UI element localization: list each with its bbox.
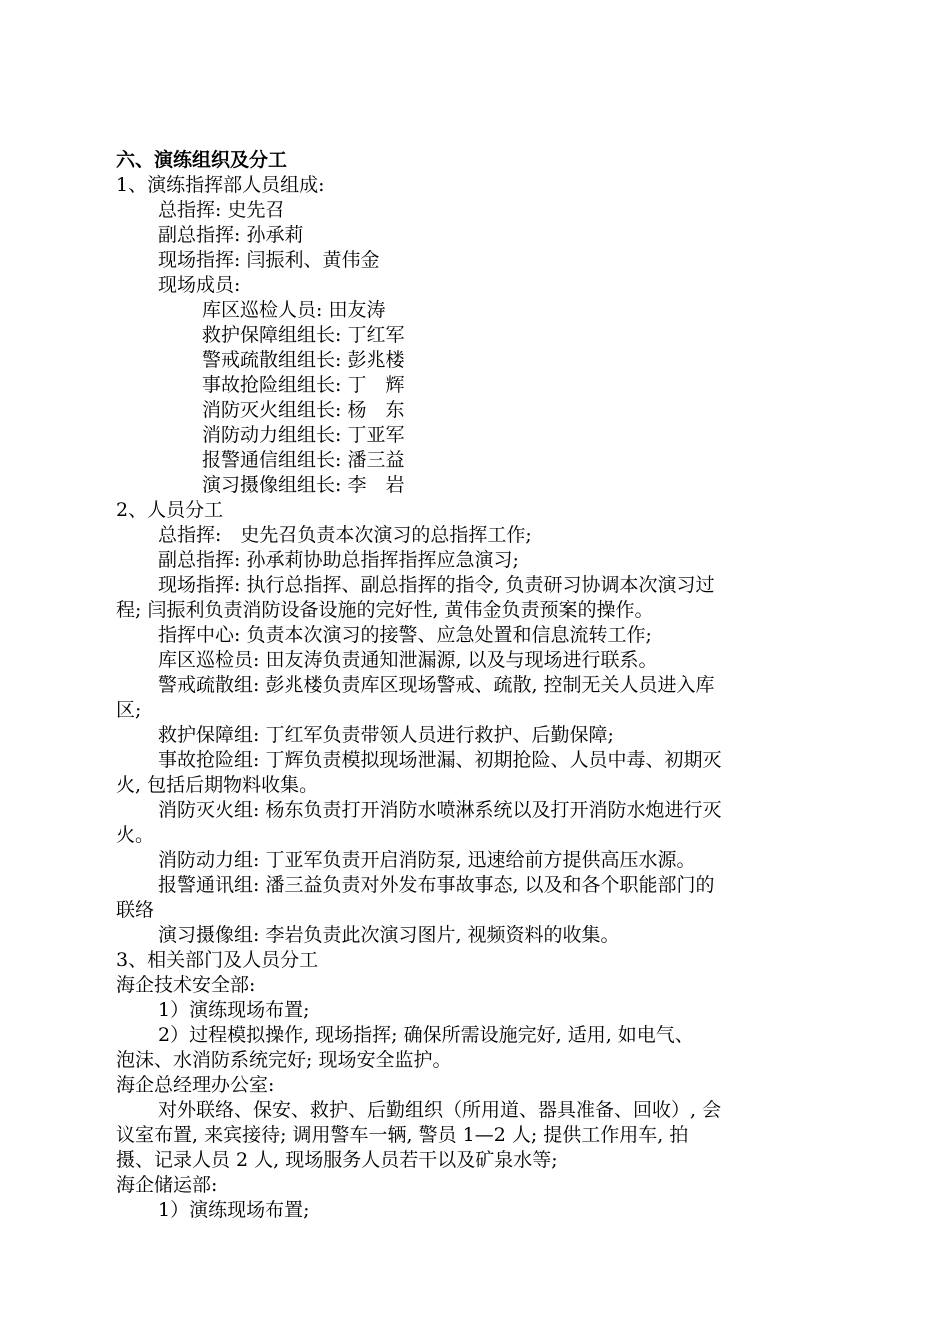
text-line: 指挥中心: 负责本次演习的接警、应急处置和信息流转工作; bbox=[158, 624, 652, 646]
text-line: 区; bbox=[116, 699, 142, 721]
text-line: 现场成员: bbox=[158, 274, 241, 296]
section-heading: 六、演练组织及分工 bbox=[116, 149, 288, 171]
text-line: 警戒疏散组组长: 彭兆楼 bbox=[202, 349, 405, 371]
subsection-heading: 1、演练指挥部人员组成: bbox=[116, 174, 325, 196]
department-heading: 海企储运部: bbox=[116, 1174, 218, 1196]
text-line: 1）演练现场布置; bbox=[158, 1199, 310, 1221]
text-line: 总指挥: 史先召负责本次演习的总指挥工作; bbox=[158, 524, 532, 546]
text-line: 火。 bbox=[116, 824, 155, 846]
text-line: 现场指挥: 执行总指挥、副总指挥的指令, 负责研习协调本次演习过 bbox=[158, 574, 715, 596]
text-line: 报警通信组组长: 潘三益 bbox=[202, 449, 405, 471]
text-line: 事故抢险组组长: 丁 辉 bbox=[202, 374, 405, 396]
text-line: 现场指挥: 闫振利、黄伟金 bbox=[158, 249, 380, 271]
document-body bbox=[116, 148, 836, 1223]
text-line: 库区巡检人员: 田友涛 bbox=[202, 299, 386, 321]
text-line: 2）过程模拟操作, 现场指挥; 确保所需设施完好, 适用, 如电气、 bbox=[158, 1024, 694, 1046]
text-line: 消防动力组组长: 丁亚军 bbox=[202, 424, 405, 446]
subsection-heading: 3、相关部门及人员分工 bbox=[116, 949, 319, 971]
text-line: 消防灭火组: 杨东负责打开消防水喷淋系统以及打开消防水炮进行灭 bbox=[158, 799, 722, 821]
text-line: 泡沫、水消防系统完好; 现场安全监护。 bbox=[116, 1049, 452, 1071]
text-line: 对外联络、保安、救护、后勤组织（所用道、器具准备、回收）, 会 bbox=[158, 1099, 722, 1121]
text-line: 副总指挥: 孙承莉 bbox=[158, 224, 304, 246]
text-line: 救护保障组: 丁红军负责带领人员进行救护、后勤保障; bbox=[158, 724, 614, 746]
text-line: 救护保障组组长: 丁红军 bbox=[202, 324, 405, 346]
text-line: 演习摄像组组长: 李 岩 bbox=[202, 474, 405, 496]
text-line: 演习摄像组: 李岩负责此次演习图片, 视频资料的收集。 bbox=[158, 924, 620, 946]
text-line: 报警通讯组: 潘三益负责对外发布事故事态, 以及和各个职能部门的 bbox=[158, 874, 715, 896]
text-line: 消防动力组: 丁亚军负责开启消防泵, 迅速给前方提供高压水源。 bbox=[158, 849, 696, 871]
text-line: 联络 bbox=[116, 899, 155, 921]
text-line: 库区巡检员: 田友涛负责通知泄漏源, 以及与现场进行联系。 bbox=[158, 649, 658, 671]
text-line: 副总指挥: 孙承莉协助总指挥指挥应急演习; bbox=[158, 549, 519, 571]
text-line: 议室布置, 来宾接待; 调用警车一辆, 警员 1—2 人; 提供工作用车, 拍 bbox=[116, 1124, 689, 1146]
text-line: 消防灭火组组长: 杨 东 bbox=[202, 399, 405, 421]
text-line: 警戒疏散组: 彭兆楼负责库区现场警戒、疏散, 控制无关人员进入库 bbox=[158, 674, 715, 696]
subsection-heading: 2、人员分工 bbox=[116, 499, 224, 521]
text-line: 事故抢险组: 丁辉负责模拟现场泄漏、初期抢险、人员中毒、初期灭 bbox=[158, 749, 722, 771]
text-line: 火, 包括后期物料收集。 bbox=[116, 774, 319, 796]
department-heading: 海企总经理办公室: bbox=[116, 1074, 275, 1096]
text-line: 摄、记录人员 2 人, 现场服务人员若干以及矿泉水等; bbox=[116, 1149, 558, 1171]
text-line: 1）演练现场布置; bbox=[158, 999, 310, 1021]
text-line: 程; 闫振利负责消防设备设施的完好性, 黄伟金负责预案的操作。 bbox=[116, 599, 654, 621]
text-line: 总指挥: 史先召 bbox=[158, 199, 285, 221]
department-heading: 海企技术安全部: bbox=[116, 974, 256, 996]
